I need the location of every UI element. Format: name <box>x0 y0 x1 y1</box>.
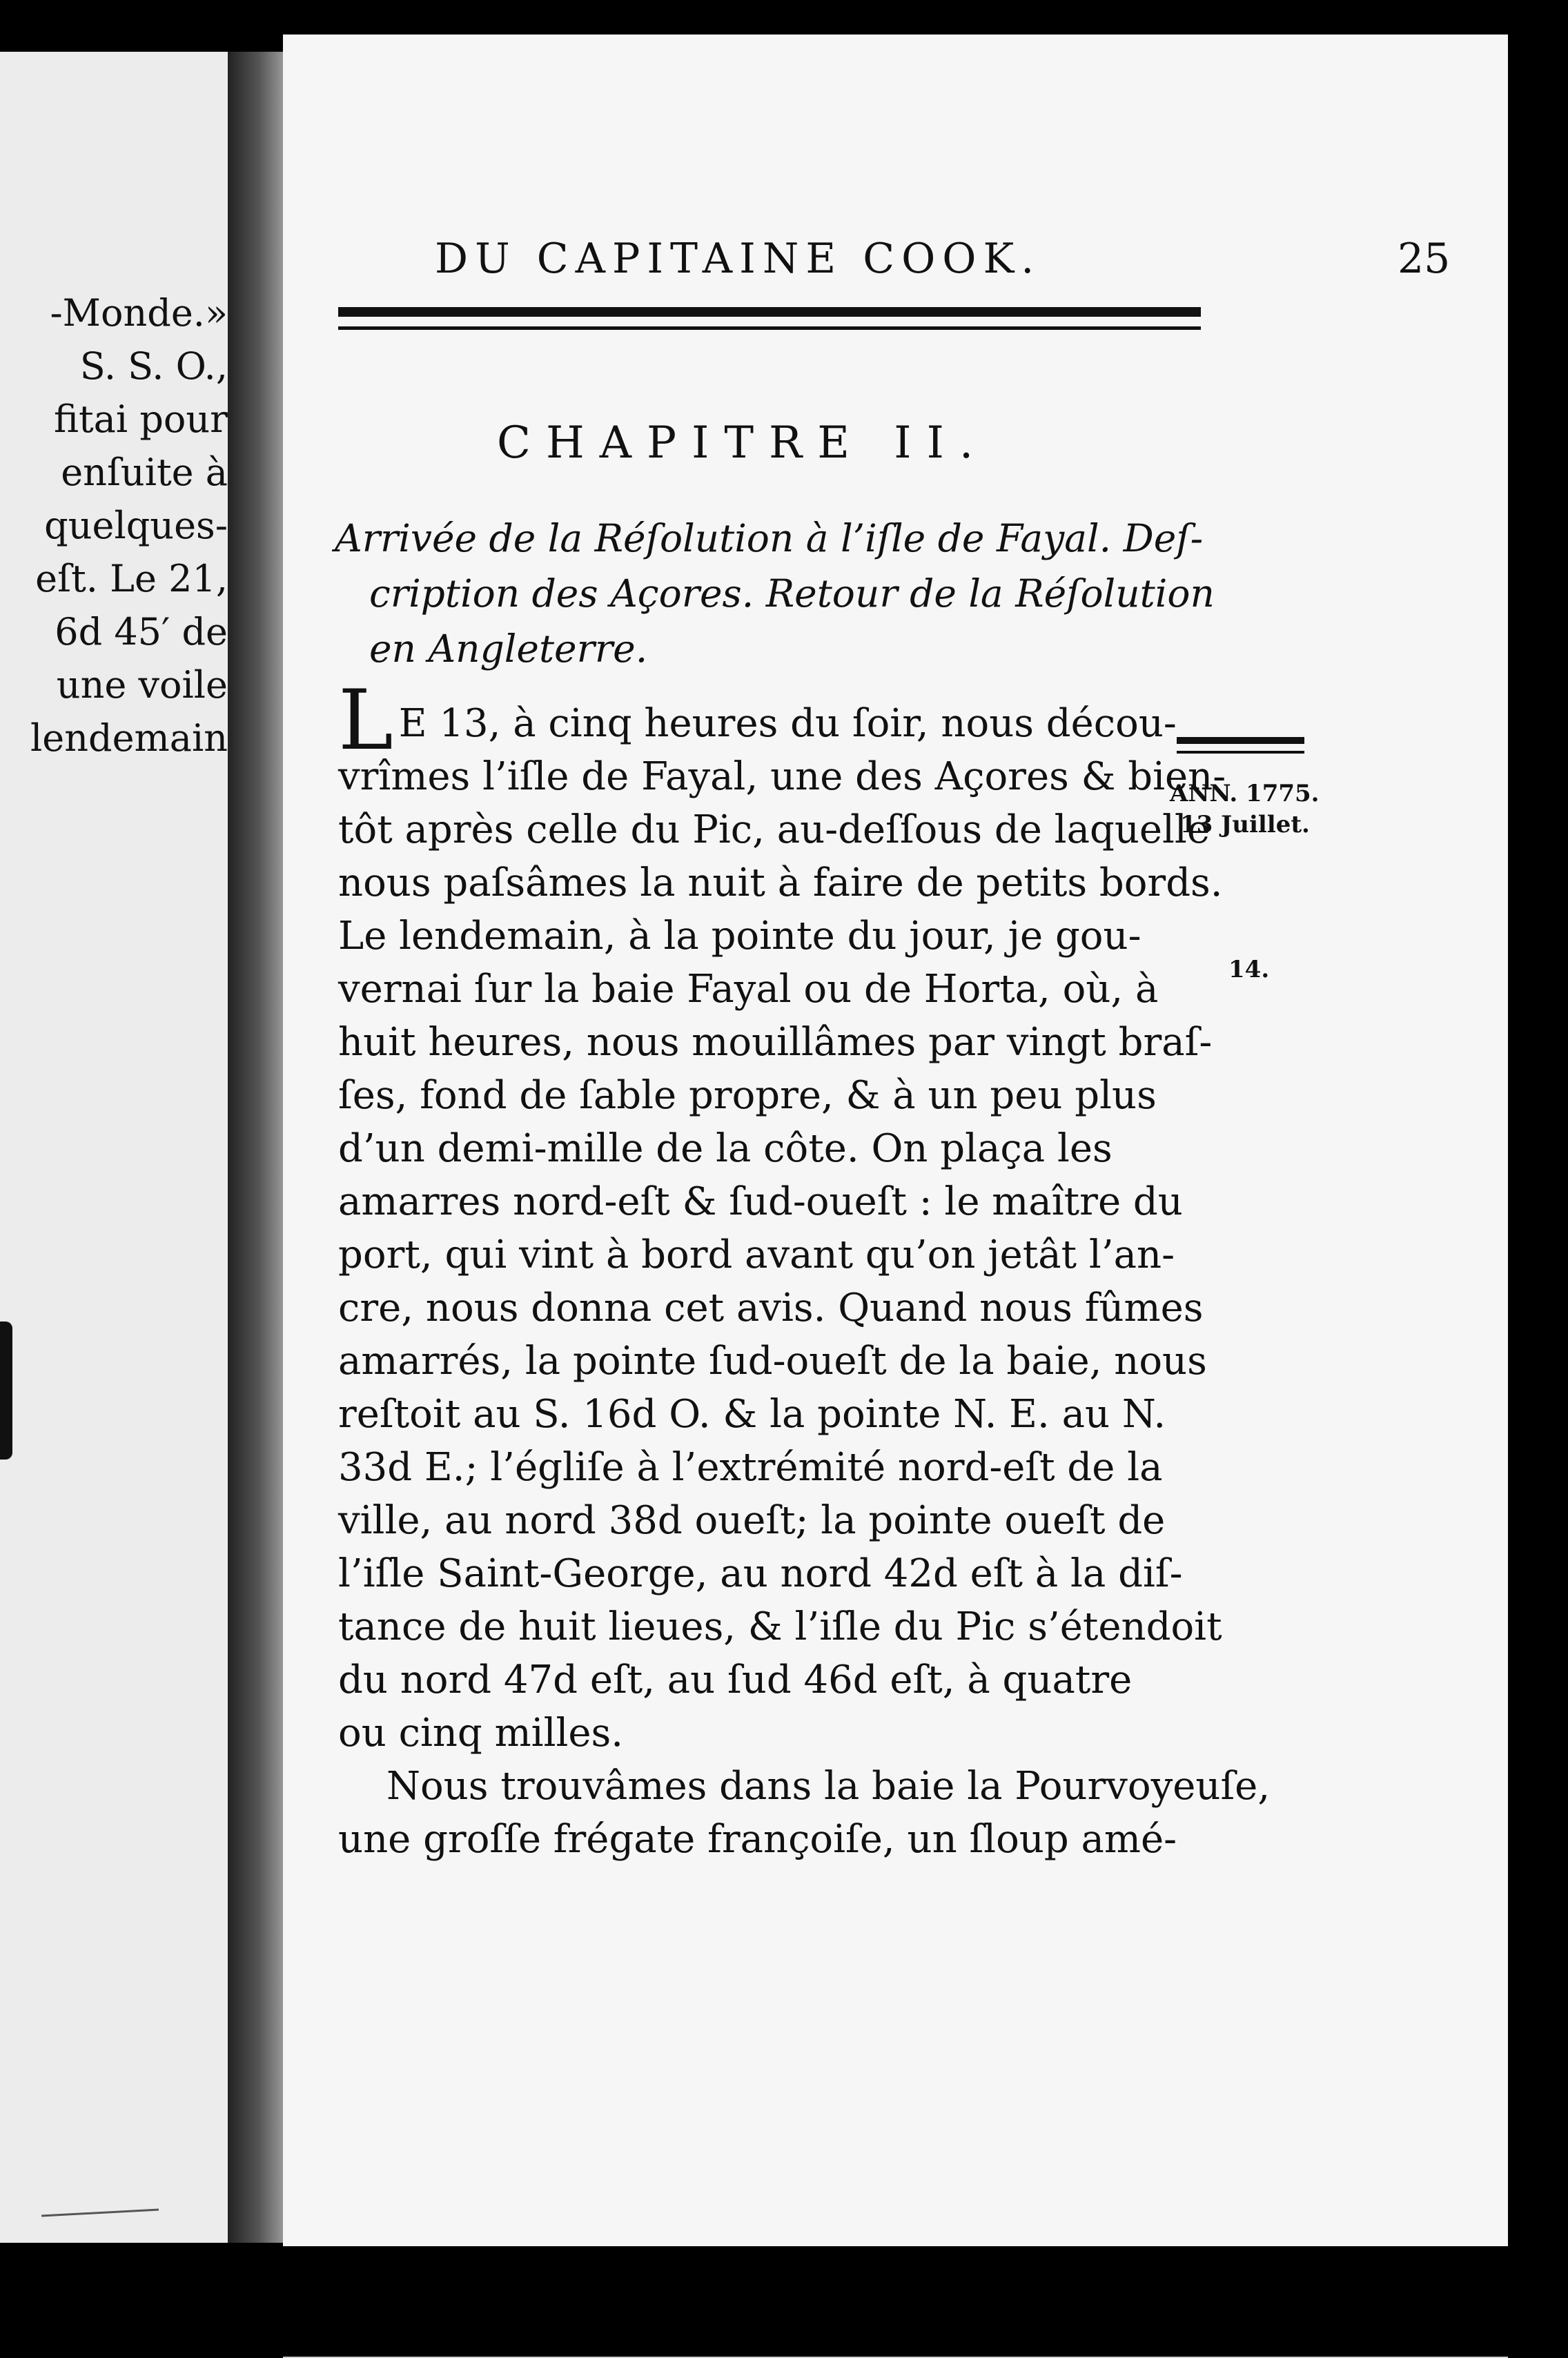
left-line: fitai pour <box>53 397 228 441</box>
body-line: d’un demi-mille de la côte. On plaça les <box>338 1126 1113 1171</box>
body-line: tôt après celle du Pic, au-deſſous de laquelle <box>338 807 1210 852</box>
body-line: reſtoit au S. 16d O. & la pointe N. E. au N. <box>338 1392 1166 1437</box>
left-line: S. S. O., <box>79 344 228 388</box>
header-rule-thin <box>338 326 1201 330</box>
page-number: 25 <box>1398 235 1451 283</box>
first-line-rest: E 13, à cinq heures du ſoir, nous décou- <box>398 701 1177 746</box>
body-line: une groſſe frégate françoiſe, un ſloup amé- <box>338 1817 1177 1862</box>
drop-cap: L <box>338 673 393 769</box>
body-line: ſes, fond de ſable propre, & à un peu plus <box>338 1073 1157 1118</box>
marginal-day: 14. <box>1228 956 1270 983</box>
right-page <box>283 35 1508 2246</box>
body-line: vernai ſur la baie Fayal ou de Horta, où, à <box>338 967 1159 1012</box>
left-line: eſt. Le 21, <box>35 557 228 600</box>
left-line: -Monde.» <box>50 291 228 335</box>
left-line: une voile <box>56 663 228 707</box>
body-line: Le lendemain, à la pointe du jour, je gou- <box>338 914 1141 959</box>
summary-line: en Angleterre. <box>369 627 648 671</box>
body-line: vrîmes l’iſle de Fayal, une des Açores & bien- <box>338 754 1226 799</box>
left-page-fragment <box>0 52 235 2243</box>
body-line: tance de huit lieues, & l’iſle du Pic s’étendoit <box>338 1604 1222 1649</box>
body-line: Nous trouvâmes dans la baie la Pourvoyeuſe, <box>386 1764 1271 1809</box>
left-line: enſuite à <box>61 451 228 494</box>
body-line <box>338 673 1177 769</box>
body-line: 33d E.; l’égliſe à l’extrémité nord-eſt de la <box>338 1445 1163 1490</box>
left-page-text <box>30 286 228 765</box>
left-line: lendemain <box>30 716 228 760</box>
body-line: du nord 47d eſt, au ſud 46d eſt, à quatre <box>338 1658 1133 1702</box>
running-head-title: DU CAPITAINE COOK. <box>435 235 1041 283</box>
body-line: amarrés, la pointe ſud-oueſt de la baie, nous <box>338 1339 1207 1384</box>
marginal-date: 13 Juillet. <box>1180 811 1310 838</box>
marginal-year: ANN. 1775. <box>1170 780 1320 807</box>
body-line: cre, nous donna cet avis. Quand nous fûmes <box>338 1286 1204 1330</box>
body-line: nous paſsâmes la nuit à faire de petits bords. <box>338 861 1223 905</box>
body-line: ou cinq milles. <box>338 1711 624 1756</box>
body-line: huit heures, nous mouillâmes par vingt braſ- <box>338 1020 1213 1065</box>
ink-mark <box>0 1322 12 1460</box>
chapter-title: CHAPITRE II. <box>497 417 989 469</box>
left-line: 6d 45′ de <box>55 610 228 654</box>
body-line: port, qui vint à bord avant qu’on jetât l’an- <box>338 1232 1175 1277</box>
body-line: l’iſle Saint-George, au nord 42d eſt à la diſ- <box>338 1551 1183 1596</box>
body-line: amarres nord-eſt & ſud-oueſt : le maître du <box>338 1179 1183 1224</box>
scratch-mark <box>41 2209 159 2217</box>
summary-line: cription des Açores. Retour de la Réſolution <box>369 571 1215 616</box>
body-line: ville, au nord 38d oueſt; la pointe oueſt de <box>338 1498 1166 1543</box>
summary-line: Arrivée de la Réſolution à l’iſle de Fayal. Deſ- <box>335 516 1204 560</box>
left-line: quelques- <box>44 504 228 547</box>
chapter-summary <box>335 511 1215 676</box>
running-head <box>435 235 1451 283</box>
header-rule-thick <box>338 307 1201 317</box>
